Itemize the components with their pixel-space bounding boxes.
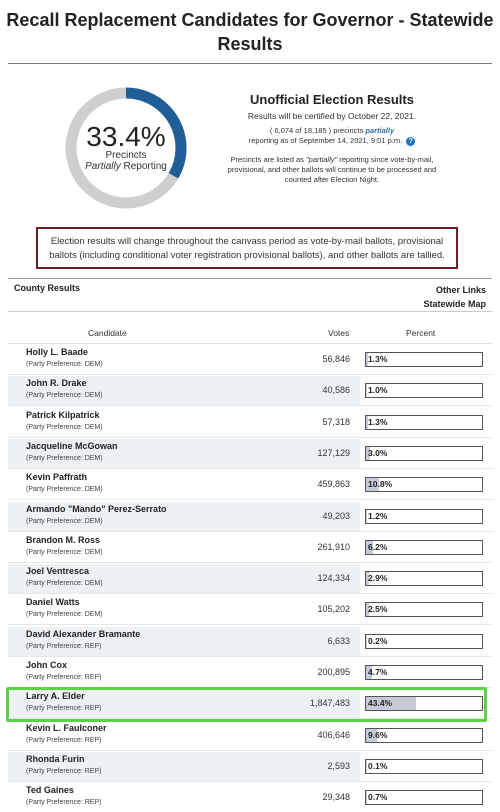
percent-bar	[365, 415, 483, 430]
precinct-count-text: ( 6,074 of 18,185 ) precincts partially reporting as of September 14, 2021, 9:01 p.m. ?	[204, 126, 460, 146]
table-row	[8, 344, 492, 375]
percent-value: 1.0%	[368, 385, 388, 396]
percent-bar	[365, 477, 483, 492]
percent-value: 2.9%	[368, 573, 388, 584]
vote-count: 406,646	[317, 729, 350, 740]
party-preference: (Party Preference: REP)	[26, 705, 102, 713]
highlight-frame	[6, 687, 487, 722]
candidate-name[interactable]: Armando "Mando" Perez-Serrato	[26, 503, 167, 514]
header-candidate: Candidate	[88, 328, 127, 338]
party-preference: (Party Preference: DEM)	[26, 580, 103, 588]
percent-value: 0.2%	[368, 635, 388, 646]
party-preference: (Party Preference: DEM)	[26, 611, 103, 619]
table-row	[8, 501, 492, 532]
vote-count: 124,334	[317, 573, 350, 584]
party-preference: (Party Preference: REP)	[26, 799, 102, 807]
candidate-name[interactable]: Brandon M. Ross	[26, 534, 101, 545]
table-header	[8, 324, 492, 344]
candidate-name[interactable]: John R. Drake	[26, 378, 87, 389]
percent-value: 6.2%	[368, 541, 388, 552]
vote-count: 49,203	[322, 510, 350, 521]
percent-bar	[365, 634, 483, 649]
percent-bar	[365, 540, 483, 555]
candidate-name[interactable]: David Alexander Bramante	[26, 628, 141, 639]
party-preference: (Party Preference: DEM)	[26, 548, 103, 556]
party-preference: (Party Preference: DEM)	[26, 361, 103, 368]
precincts-label: Precincts	[105, 150, 147, 161]
section-divider-2	[8, 311, 492, 312]
percent-bar	[365, 446, 483, 461]
percent-value: 3.0%	[368, 447, 388, 458]
info-title: Unofficial Election Results	[250, 92, 414, 107]
precincts-reporting-label: Partially Reporting	[85, 161, 167, 172]
vote-count: 56,846	[322, 354, 350, 364]
percent-bar	[365, 790, 483, 805]
table-row	[8, 594, 492, 625]
table-row	[8, 626, 492, 657]
percent-value: 1.2%	[368, 510, 388, 521]
percent-bar	[365, 509, 483, 524]
party-preference: (Party Preference: DEM)	[26, 486, 103, 494]
results-notice-box: Election results will change throughout the canvass period as vote-by-mail ballots, provisional ballots (including conditional voter registration provisional ballots), and other ballots are tallied.	[36, 227, 458, 269]
table-row	[8, 720, 492, 751]
candidate-name[interactable]: Patrick Kilpatrick	[26, 409, 100, 420]
vote-count: 459,863	[317, 479, 350, 490]
percent-value: 0.1%	[368, 760, 388, 771]
statewide-map-link[interactable]: Statewide Map	[423, 299, 486, 309]
percent-bar	[365, 383, 483, 398]
percent-bar-fill	[366, 384, 367, 397]
percent-bar-fill	[366, 791, 367, 804]
table-row	[8, 657, 492, 688]
vote-count: 29,348	[322, 792, 350, 803]
vote-count: 200,895	[317, 667, 350, 677]
candidate-name[interactable]: Joel Ventresca	[26, 566, 90, 577]
party-preference: (Party Preference: REP)	[26, 767, 102, 775]
candidate-name[interactable]: Daniel Watts	[26, 597, 80, 608]
party-preference: (Party Preference: DEM)	[26, 392, 103, 400]
party-preference: (Party Preference: DEM)	[26, 454, 103, 462]
party-preference: (Party Preference: REP)	[26, 736, 102, 744]
header-votes: Votes	[328, 328, 350, 338]
vote-count: 6,633	[327, 635, 350, 646]
percent-bar	[365, 665, 483, 680]
candidate-name[interactable]: Larry A. Elder	[26, 691, 85, 702]
table-row	[8, 563, 492, 594]
percent-value: 4.7%	[368, 667, 388, 677]
candidate-name[interactable]: Kevin Paffrath	[26, 472, 88, 483]
vote-count: 261,910	[317, 541, 350, 552]
percent-value: 10.8%	[368, 479, 393, 490]
percent-value: 9.6%	[368, 729, 388, 740]
table-row	[8, 438, 492, 469]
other-links-group	[423, 283, 486, 311]
vote-count: 40,586	[322, 385, 350, 396]
question-icon[interactable]: ?	[406, 137, 415, 146]
party-preference: (Party Preference: REP)	[26, 674, 102, 681]
vote-count: 2,593	[327, 760, 350, 771]
vote-count: 57,318	[322, 416, 350, 427]
vote-count: 127,129	[317, 447, 350, 458]
percent-bar	[365, 728, 483, 743]
candidate-name[interactable]: Rhonda Furin	[26, 753, 85, 764]
precinct-note: Precincts are listed as "partially" reporting since vote-by-mail, provisional, and other ballots will continue to be processed and counted after Election Night.	[227, 155, 437, 184]
candidate-name[interactable]: Kevin L. Faulconer	[26, 722, 107, 733]
percent-bar	[365, 759, 483, 774]
percent-bar	[365, 352, 483, 367]
table-row	[8, 469, 492, 500]
vote-count: 1,847,483	[309, 698, 350, 709]
certification-date: Results will be certified by October 22, 2021.	[247, 111, 417, 121]
vote-count: 105,202	[317, 604, 350, 615]
percent-value: 1.3%	[368, 416, 388, 427]
percent-bar	[365, 602, 483, 617]
candidate-name[interactable]: John Cox	[26, 660, 68, 670]
party-preference: (Party Preference: REP)	[26, 642, 102, 650]
table-row	[8, 532, 492, 563]
table-row	[8, 751, 492, 782]
candidate-name[interactable]: Ted Gaines	[26, 785, 74, 796]
candidate-name[interactable]: Holly L. Baade	[26, 347, 89, 357]
table-row	[8, 407, 492, 438]
table-row	[8, 375, 492, 406]
other-links-label[interactable]: Other Links	[435, 285, 486, 295]
percent-bar	[365, 571, 483, 586]
percent-value: 2.5%	[368, 604, 388, 615]
header-percent: Percent	[406, 328, 436, 338]
percent-value: 1.3%	[368, 354, 388, 364]
precincts-percent: 33.4%	[86, 121, 166, 152]
percent-value: 0.7%	[368, 792, 388, 803]
candidate-name[interactable]: Jacqueline McGowan	[26, 440, 118, 451]
percent-value: 43.4%	[368, 698, 393, 709]
page-title: Recall Replacement Candidates for Governor - Statewide Results	[6, 10, 494, 54]
title-divider	[8, 63, 492, 64]
county-results-link[interactable]: County Results	[14, 283, 81, 293]
party-preference: (Party Preference: DEM)	[26, 517, 103, 525]
section-divider	[8, 278, 492, 279]
party-preference: (Party Preference: DEM)	[26, 423, 103, 431]
table-row	[8, 782, 492, 812]
election-info-panel	[204, 92, 460, 185]
